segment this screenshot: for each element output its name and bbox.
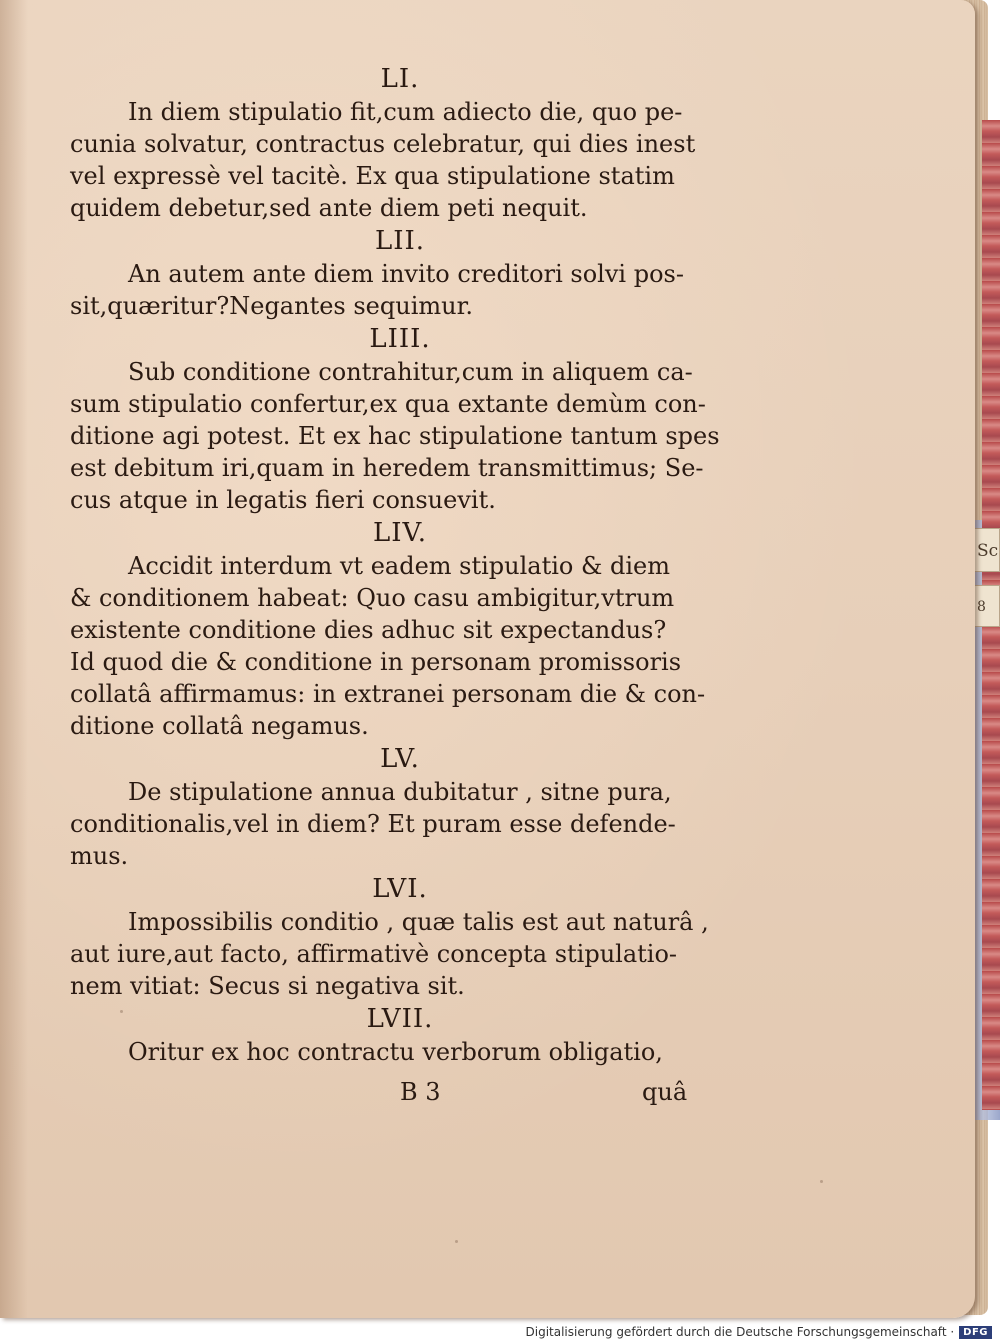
text-line: ditione collatâ negamus. bbox=[70, 712, 369, 740]
section-number: LI. bbox=[380, 64, 420, 94]
text-line: quidem debetur,sed ante diem peti nequit. bbox=[70, 194, 588, 222]
paper-speck bbox=[210, 300, 213, 303]
text-line: Accidit interdum vt eadem stipulatio & diem bbox=[128, 552, 670, 580]
text-line: nem vitiat: Secus si negativa sit. bbox=[70, 972, 465, 1000]
page-foot bbox=[70, 1078, 730, 1112]
section-paragraph bbox=[70, 906, 730, 1002]
text-line: collatâ affirmamus: in extranei personam die & con- bbox=[70, 680, 706, 708]
digitization-credit bbox=[526, 1325, 992, 1339]
text-line: In diem stipulatio fit,cum adiecto die, quo pe- bbox=[128, 98, 683, 126]
section-number: LV. bbox=[380, 744, 420, 774]
text-line: De stipulatione annua dubitatur , sitne pura, bbox=[128, 778, 672, 806]
side-tab-upper: Sc bbox=[972, 528, 1000, 572]
side-tab-lower: 8 bbox=[972, 585, 1000, 627]
text-line: An autem ante diem invito creditori solvi pos- bbox=[128, 260, 684, 288]
section-paragraph bbox=[70, 356, 730, 516]
text-line: vel expressè vel tacitè. Ex qua stipulatione statim bbox=[70, 162, 675, 190]
text-line: & conditionem habeat: Quo casu ambigitur,vtrum bbox=[70, 584, 675, 612]
text-line: Impossibilis conditio , quæ talis est aut naturâ , bbox=[128, 908, 709, 936]
section-number: LIII. bbox=[369, 324, 431, 354]
text-line: cus atque in legatis fieri consuevit. bbox=[70, 486, 496, 514]
gutter-shadow bbox=[0, 0, 28, 1318]
section-paragraph bbox=[70, 1036, 730, 1068]
text-line: sum stipulatio confertur,ex qua extante demùm con- bbox=[70, 390, 706, 418]
section-paragraph bbox=[70, 96, 730, 224]
section-paragraph bbox=[70, 776, 730, 872]
text-line: existente conditione dies adhuc sit expectandus? bbox=[70, 616, 667, 644]
text-line: sit,quæritur?Negantes sequimur. bbox=[70, 292, 474, 320]
signature-mark: B 3 bbox=[400, 1078, 441, 1106]
dfg-logo: DFG bbox=[959, 1326, 992, 1339]
text-line: est debitum iri,quam in heredem transmittimus; Se- bbox=[70, 454, 704, 482]
section-number: LIV. bbox=[372, 518, 428, 548]
paper-speck bbox=[120, 1010, 123, 1013]
credit-text: Digitalisierung gefördert durch die Deutsche Forschungsgemeinschaft · bbox=[525, 1325, 955, 1339]
text-line: Id quod die & conditione in personam promissoris bbox=[70, 648, 682, 676]
paper-speck bbox=[820, 1180, 823, 1183]
section-number: LVI. bbox=[372, 874, 428, 904]
text-line: conditionalis,vel in diem? Et puram esse defende- bbox=[70, 810, 676, 838]
paper-speck bbox=[640, 470, 643, 473]
section-number: LVII. bbox=[366, 1004, 434, 1034]
text-line: mus. bbox=[70, 842, 129, 870]
text-block bbox=[70, 62, 730, 1068]
section-paragraph bbox=[70, 258, 730, 322]
text-line: cunia solvatur, contractus celebratur, qui dies inest bbox=[70, 130, 696, 158]
section-number: LII. bbox=[374, 226, 426, 256]
catchword: quâ bbox=[642, 1078, 688, 1106]
text-line: aut iure,aut facto, affirmativè concepta stipulatio- bbox=[70, 940, 678, 968]
text-line: Sub conditione contrahitur,cum in aliquem ca- bbox=[128, 358, 693, 386]
text-line: ditione agi potest. Et ex hac stipulatione tantum spes bbox=[70, 422, 720, 450]
paper-speck bbox=[455, 1240, 458, 1243]
section-paragraph bbox=[70, 550, 730, 742]
text-line: Oritur ex hoc contractu verborum obligatio, bbox=[128, 1038, 663, 1066]
